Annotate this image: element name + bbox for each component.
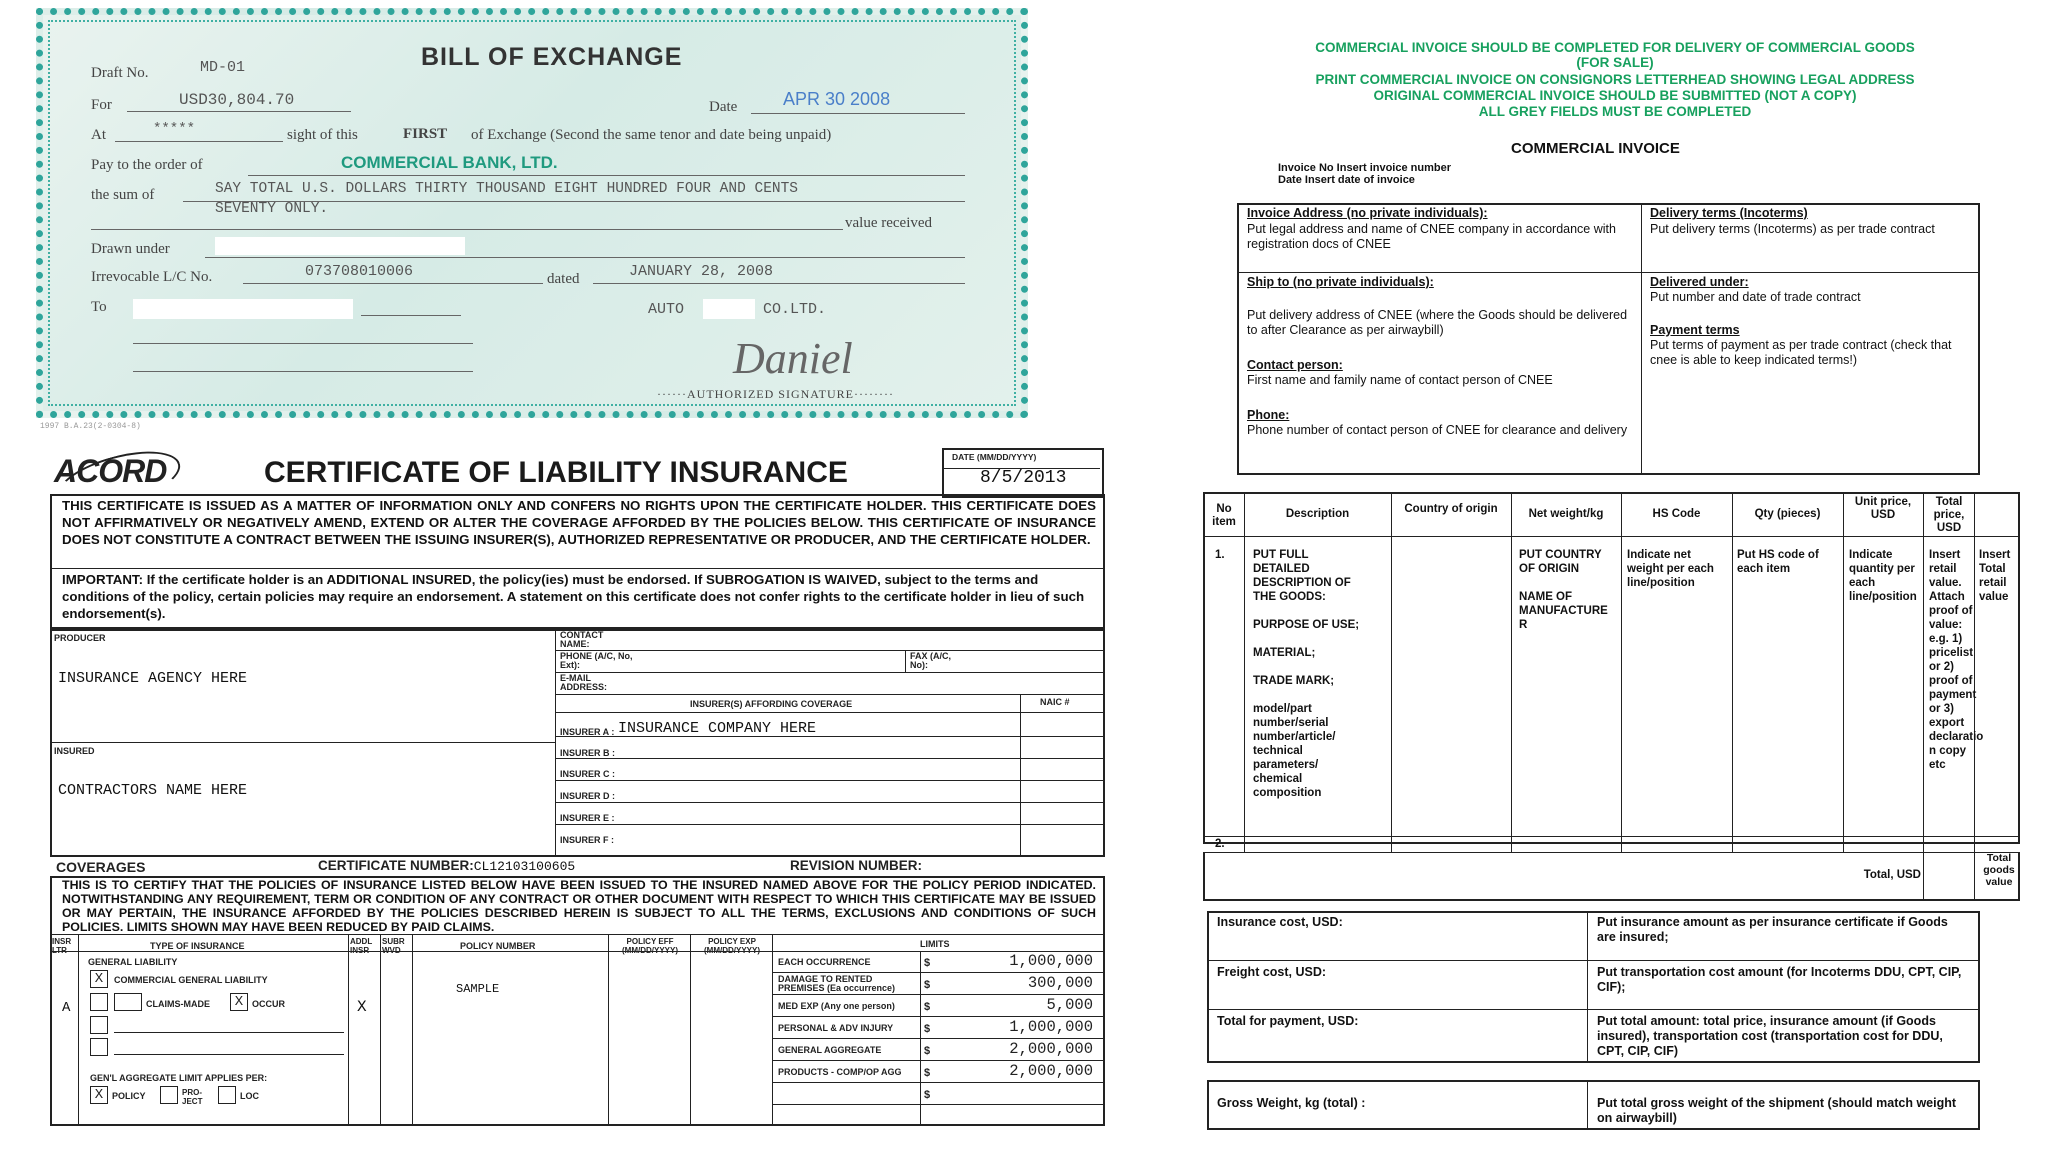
gross-weight-text: Put total gross weight of the shipment (should match weight on airwaybill): [1597, 1096, 1957, 1125]
limit-value: 1,000,000: [1009, 1018, 1093, 1036]
claims-made-checkbox[interactable]: [114, 993, 142, 1011]
cgl-label: COMMERCIAL GENERAL LIABILITY: [114, 975, 268, 985]
payment-terms-text: Put terms of payment as per trade contract (check that cnee is able to keep indicated terms!): [1650, 338, 1952, 367]
freight-label: Freight cost, USD:: [1217, 965, 1327, 979]
col-subr: SUBR WVD: [382, 937, 405, 955]
limit-label: DAMAGE TO RENTED PREMISES (Ea occurrence): [778, 974, 896, 993]
row1-description: PUT FULL DETAILED DESCRIPTION OF THE GOODS: PURPOSE OF USE; MATERIAL; TRADE MARK; model/part number/serial number/article/ technical parameters/ chemical composition: [1253, 549, 1360, 799]
addl-insr-mark: X: [357, 998, 367, 1016]
extra-checkbox-1[interactable]: [90, 1016, 108, 1034]
acord-title: CERTIFICATE OF LIABILITY INSURANCE: [264, 456, 848, 489]
contact-text: First name and family name of contact person of CNEE: [1247, 373, 1553, 387]
note-1: COMMERCIAL INVOICE SHOULD BE COMPLETED FOR DELIVERY OF COMMERCIAL GOODS: [1315, 40, 1915, 55]
row1-total-price: Insert Total retail value: [1979, 549, 2011, 603]
insurance-label: Insurance cost, USD:: [1217, 915, 1343, 929]
col-description: Description: [1285, 508, 1350, 520]
claims-made-spacer: [90, 993, 108, 1011]
coverages-label: COVERAGES: [56, 859, 146, 875]
for-label: For: [91, 97, 112, 113]
limit-value: 300,000: [1027, 974, 1093, 992]
invoice-title: COMMERCIAL INVOICE: [1511, 140, 1680, 157]
dated-label: dated: [547, 271, 580, 287]
agg-applies-label: GEN'L AGGREGATE LIMIT APPLIES PER:: [90, 1073, 268, 1083]
col-hs-code: HS Code: [1652, 508, 1701, 520]
col-no-item: No item: [1212, 503, 1236, 528]
phone-title: Phone:: [1247, 408, 1290, 422]
at-value: *****: [153, 121, 196, 137]
insurer-b-label: INSURER B :: [560, 748, 616, 758]
signature: Daniel: [733, 334, 853, 383]
freight-text: Put transportation cost amount (for Incoterms DDU, CPT, CIP, CIF);: [1597, 965, 1962, 994]
col-exp: POLICY EXP (MM/DD/YYYY): [704, 937, 760, 955]
insurers-affording-label: INSURER(S) AFFORDING COVERAGE: [690, 699, 853, 709]
loc-label: LOC: [240, 1091, 259, 1101]
sum-line2: SEVENTY ONLY.: [215, 201, 329, 217]
col-net-weight: Net weight/kg: [1528, 508, 1604, 520]
delivered-under-title: Delivered under:: [1650, 275, 1749, 289]
limit-row: [772, 951, 1105, 973]
certify-text: THIS IS TO CERTIFY THAT THE POLICIES OF INSURANCE LISTED BELOW HAVE BEEN ISSUED TO THE INSURED NAMED ABOVE FOR THE POLICY PERIOD INDICATED. NOTWITHSTANDING ANY REQUIREMENT, TERM OR CONDITION OF ANY CONTRACT OR OTHER DOCUMENT WITH RESPECT TO WHICH THIS CERTIFICATE MAY BE ISSUED OR MAY PERTAIN, THE INSURANCE AFFORDED BY THE POLICIES DESCRIBED HEREIN IS SUBJECT TO ALL THE TERMS, EXCLUSIONS AND CONDITIONS OF SUCH POLICIES. LIMITS SHOWN MAY HAVE BEEN REDUCED BY PAID CLAIMS.: [62, 878, 1096, 934]
drawn-label: Drawn under: [91, 241, 170, 257]
row1-net-weight: Indicate net weight per each line/position: [1627, 549, 1714, 589]
general-liability-label: GENERAL LIABILITY: [88, 957, 178, 967]
col-eff: POLICY EFF (MM/DD/YYYY): [622, 937, 678, 955]
payee: COMMERCIAL BANK, LTD.: [341, 153, 558, 172]
limit-value: 1,000,000: [1009, 952, 1093, 970]
limit-value: 2,000,000: [1009, 1062, 1093, 1080]
payment-terms-title: Payment terms: [1650, 323, 1740, 337]
note-2: (FOR SALE): [1576, 55, 1654, 70]
limit-value: 5,000: [1046, 996, 1093, 1014]
pay-label: Pay to the order of: [91, 157, 203, 173]
exchange-text: of Exchange (Second the same tenor and date being unpaid): [471, 127, 832, 143]
dollar-sign: $: [924, 979, 931, 991]
col-country: Country of origin: [1404, 503, 1498, 515]
dollar-sign: $: [924, 957, 931, 969]
col-unit-price: Unit price, USD: [1854, 496, 1912, 521]
revision-number-label: REVISION NUMBER:: [790, 858, 923, 873]
col-policy: POLICY NUMBER: [460, 941, 536, 951]
insured-label: INSURED: [54, 746, 95, 756]
invoice-address-title: Invoice Address (no private individuals):: [1247, 206, 1488, 220]
limit-label: PERSONAL & ADV INJURY: [778, 1023, 894, 1033]
first-label: FIRST: [403, 126, 448, 142]
phone-text: Phone number of contact person of CNEE for clearance and delivery: [1247, 423, 1628, 437]
limit-row: [772, 1039, 1105, 1061]
loc-checkbox[interactable]: [218, 1086, 236, 1104]
claims-made-label: CLAIMS-MADE: [146, 999, 210, 1009]
date-label: DATE (MM/DD/YYYY): [952, 452, 1037, 462]
invoice-date: Date Insert date of invoice: [1278, 174, 1415, 186]
dollar-sign: $: [924, 1023, 931, 1035]
insr-ltr-value: A: [62, 1000, 71, 1016]
boe-title: BILL OF EXCHANGE: [421, 43, 683, 71]
acord-certificate: [50, 448, 1110, 1126]
col-type: TYPE OF INSURANCE: [150, 941, 245, 951]
col-insr-ltr: INSR LTR: [52, 937, 72, 955]
lc-date: JANUARY 28, 2008: [629, 263, 774, 280]
limit-label: MED EXP (Any one person): [778, 1001, 895, 1011]
sum-label: the sum of: [91, 187, 155, 203]
row1-unit-price: Insert retail value. Attach proof of value: e.g. 1) pricelist or 2) proof of payment or 3) export declaratio n copy etc: [1929, 549, 1984, 771]
at-label: At: [91, 127, 106, 143]
authorized-signature: ······AUTHORIZED SIGNATURE········: [657, 387, 894, 401]
phone-label: PHONE (A/C, No, Ext):: [560, 651, 633, 670]
delivery-terms-title: Delivery terms (Incoterms): [1650, 206, 1808, 220]
sum-line1: SAY TOTAL U.S. DOLLARS THIRTY THOUSAND EIGHT HUNDRED FOUR AND CENTS: [215, 181, 798, 197]
draft-no: MD-01: [200, 59, 246, 76]
insurer-e-label: INSURER E :: [560, 813, 615, 823]
col-total-price: Total price, USD: [1933, 496, 1965, 534]
row1-country: PUT COUNTRY OF ORIGIN NAME OF MANUFACTURE R: [1519, 549, 1608, 631]
invoice-address-text: Put legal address and name of CNEE company in accordance with registration docs of CNEE: [1247, 222, 1616, 251]
limit-value: 2,000,000: [1009, 1040, 1093, 1058]
total-usd-label: Total, USD: [1863, 869, 1921, 881]
sight-text: sight of this: [287, 127, 358, 143]
commercial-invoice: [1195, 40, 2045, 1150]
ship-to-text: Put delivery address of CNEE (where the Goods should be delivered to after Clearance as per airwaybill): [1247, 308, 1628, 337]
col-qty: Qty (pieces): [1754, 508, 1821, 520]
drawee-left: AUTO: [648, 301, 685, 318]
limit-label: GENERAL AGGREGATE: [778, 1045, 882, 1055]
col-addl: ADDL INSR: [350, 937, 373, 955]
gross-weight-label: Gross Weight, kg (total) :: [1217, 1096, 1366, 1110]
cgl-checkbox[interactable]: X: [90, 970, 108, 988]
limit-row: [772, 1017, 1105, 1039]
project-label: PRO-JECT: [182, 1088, 203, 1106]
policy-number: SAMPLE: [456, 982, 500, 996]
row2-no: 2.: [1215, 838, 1225, 850]
policy-label: POLICY: [112, 1091, 146, 1101]
insurer-a-label: INSURER A :: [560, 727, 615, 737]
total-payment-text: Put total amount: total price, insurance amount (if Goods insured), transportation cost (transportation cost for DDU, CPT, CIP, CIF): [1597, 1014, 1943, 1058]
insurer-d-label: INSURER D :: [560, 791, 616, 801]
ship-to-title: Ship to (no private individuals):: [1247, 275, 1434, 289]
naic-label: NAIC #: [1040, 697, 1070, 707]
contact-name-label: CONTACT NAME:: [560, 630, 604, 649]
limit-row: [772, 973, 1105, 995]
dollar-sign: $: [924, 1089, 931, 1101]
delivery-terms-text: Put delivery terms (Incoterms) as per trade contract: [1650, 222, 1935, 236]
print-code: 1997 B.A.23(2-0304-8): [40, 422, 141, 431]
inner-border: [48, 20, 1016, 406]
insurer-a: INSURANCE COMPANY HERE: [618, 720, 817, 737]
note-4: ORIGINAL COMMERCIAL INVOICE SHOULD BE SUBMITTED (NOT A COPY): [1373, 88, 1857, 103]
project-checkbox[interactable]: [160, 1086, 178, 1104]
draft-no-label: Draft No.: [91, 65, 149, 81]
cert-date: 8/5/2013: [980, 468, 1067, 488]
date-label: Date: [709, 99, 738, 115]
producer-label: PRODUCER: [54, 633, 106, 643]
date-stamp: APR 30 2008: [783, 89, 891, 109]
limit-label: PRODUCTS - COMP/OP AGG: [778, 1067, 902, 1077]
disclaimer: THIS CERTIFICATE IS ISSUED AS A MATTER OF INFORMATION ONLY AND CONFERS NO RIGHTS UPON THE CERTIFICATE HOLDER. THIS CERTIFICATE DOES NOT AFFIRMATIVELY OR NEGATIVELY AMEND, EXTEND OR ALTER THE COVERAGE AFFORDED BY THE POLICIES BELOW. THIS CERTIFICATE OF INSURANCE DOES NOT CONSTITUTE A CONTRACT BETWEEN THE ISSUING INSURER(S), AUTHORIZED REPRESENTATIVE OR PRODUCER, AND THE CERTIFICATE HOLDER.: [62, 498, 1096, 547]
important-note: IMPORTANT: If the certificate holder is an ADDITIONAL INSURED, the policy(ies) must be endorsed. If SUBROGATION IS WAIVED, subject to the terms and conditions of the policy, certain policies may require an endorsement. A statement on this certificate does not confer rights to the certificate holder in lieu of such endorsement(s).: [62, 572, 1085, 621]
lc-no: 073708010006: [305, 263, 414, 280]
occur-label: OCCUR: [252, 999, 285, 1009]
email-label: E-MAIL ADDRESS:: [560, 673, 608, 692]
total-payment-label: Total for payment, USD:: [1217, 1014, 1359, 1028]
policy-checkbox[interactable]: X: [90, 1086, 108, 1104]
acord-logo: ACORD: [54, 453, 167, 489]
dollar-sign: $: [924, 1001, 931, 1013]
fax-label: FAX (A/C, No):: [910, 651, 952, 670]
producer-name: INSURANCE AGENCY HERE: [58, 670, 248, 687]
bill-of-exchange: [36, 8, 1028, 418]
limit-label: EACH OCCURRENCE: [778, 957, 871, 967]
dollar-sign: $: [924, 1045, 931, 1057]
for-amount: USD30,804.70: [179, 91, 295, 109]
delivered-under-text: Put number and date of trade contract: [1650, 290, 1861, 304]
insurer-c-label: INSURER C :: [560, 769, 616, 779]
extra-checkbox-2[interactable]: [90, 1038, 108, 1056]
row1-qty: Indicate quantity per each line/position: [1849, 549, 1917, 603]
limit-row: [772, 1083, 1105, 1105]
contact-title: Contact person:: [1247, 358, 1343, 372]
col-limits: LIMITS: [920, 939, 950, 949]
invoice-no: Invoice No Insert invoice number: [1278, 162, 1451, 174]
lc-label: Irrevocable L/C No.: [91, 269, 213, 285]
insurer-f-label: INSURER F :: [560, 835, 614, 845]
note-3: PRINT COMMERCIAL INVOICE ON CONSIGNORS LETTERHEAD SHOWING LEGAL ADDRESS: [1315, 72, 1915, 87]
value-received: value received: [845, 215, 933, 231]
dollar-sign: $: [924, 1067, 931, 1079]
insured-name: CONTRACTORS NAME HERE: [58, 782, 248, 799]
row1-no: 1.: [1215, 549, 1225, 561]
row1-hs-code: Put HS code of each item: [1737, 549, 1819, 575]
drawee-right: CO.LTD.: [763, 301, 827, 318]
limit-row: [772, 1061, 1105, 1083]
note-5: ALL GREY FIELDS MUST BE COMPLETED: [1478, 104, 1752, 119]
insurance-text: Put insurance amount as per insurance certificate if Goods are insured;: [1597, 915, 1948, 944]
limit-row: [772, 995, 1105, 1017]
total-goods-value: Total goods value: [1983, 852, 2015, 888]
cert-number-label: CERTIFICATE NUMBER:CL12103100605: [318, 858, 576, 874]
to-label: To: [91, 299, 107, 315]
occur-checkbox[interactable]: X: [230, 993, 248, 1011]
